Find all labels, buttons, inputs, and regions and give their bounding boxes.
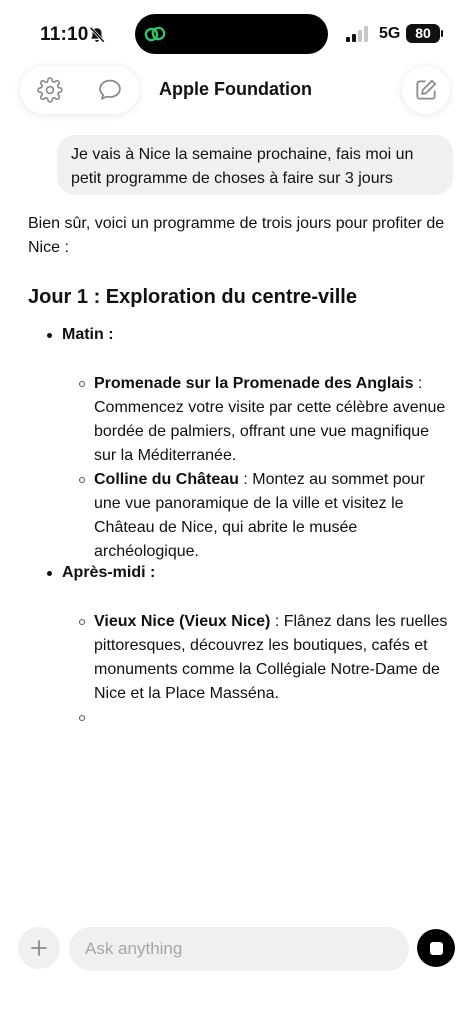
- hollow-bullet: [79, 619, 85, 625]
- day-heading: Jour 1 : Exploration du centre-ville: [28, 286, 357, 308]
- dynamic-island-app-icon: [143, 22, 167, 46]
- list-item: [28, 610, 453, 706]
- item-text: : Montez au sommet pour une vue panoramique de la ville et visitez le Château de Nice, qui abrite le musée archéologique.: [94, 471, 425, 560]
- new-chat-button[interactable]: [402, 66, 450, 114]
- dynamic-island[interactable]: [135, 14, 328, 54]
- attach-button[interactable]: [18, 927, 60, 969]
- stop-generation-button[interactable]: [417, 929, 455, 967]
- item-text: : Flânez dans les ruelles pittoresques, découvrez les boutiques, cafés et monuments comme la Collégiale Notre-Dame de Nice et la Place Masséna.: [94, 613, 448, 702]
- signal-bars-icon: [346, 26, 372, 42]
- item-text: : Commencez votre visite par cette célèbre avenue bordée de palmiers, offrant une vue magnifique sur la Méditerranée.: [94, 375, 446, 464]
- list-item: [28, 372, 453, 468]
- item-title: Promenade sur la Promenade des Anglais: [94, 375, 414, 392]
- section-title: Après-midi :: [28, 561, 453, 585]
- item-title: Vieux Nice (Vieux Nice): [94, 613, 271, 630]
- assistant-intro: Bien sûr, voici un programme de trois jours pour profiter de Nice :: [28, 215, 445, 256]
- battery-nub: [441, 30, 443, 37]
- item-title: Colline du Château: [94, 471, 239, 488]
- hollow-bullet: [79, 381, 85, 387]
- stop-icon: [430, 942, 443, 955]
- network-label: 5G: [379, 25, 401, 42]
- hollow-bullet: [79, 477, 85, 483]
- section-afternoon: [28, 561, 453, 730]
- user-message-bubble: Je vais à Nice la semaine prochaine, fais moi un petit programme de choses à faire sur 3 jours: [57, 135, 453, 195]
- plus-icon: [30, 939, 48, 957]
- bell-slash-icon: [88, 26, 106, 44]
- message-input[interactable]: [69, 927, 409, 971]
- assistant-message: [28, 212, 453, 702]
- list-item: [28, 468, 453, 564]
- hollow-bullet: [79, 715, 85, 721]
- compose-icon: [413, 77, 439, 103]
- list-item: [28, 706, 453, 730]
- status-bar: [0, 0, 471, 64]
- page-title: Apple Foundation: [159, 79, 312, 99]
- section-title: Matin :: [28, 323, 453, 347]
- section-morning: [28, 323, 453, 564]
- battery-indicator: 80: [406, 24, 440, 43]
- status-time: 11:10: [40, 24, 89, 45]
